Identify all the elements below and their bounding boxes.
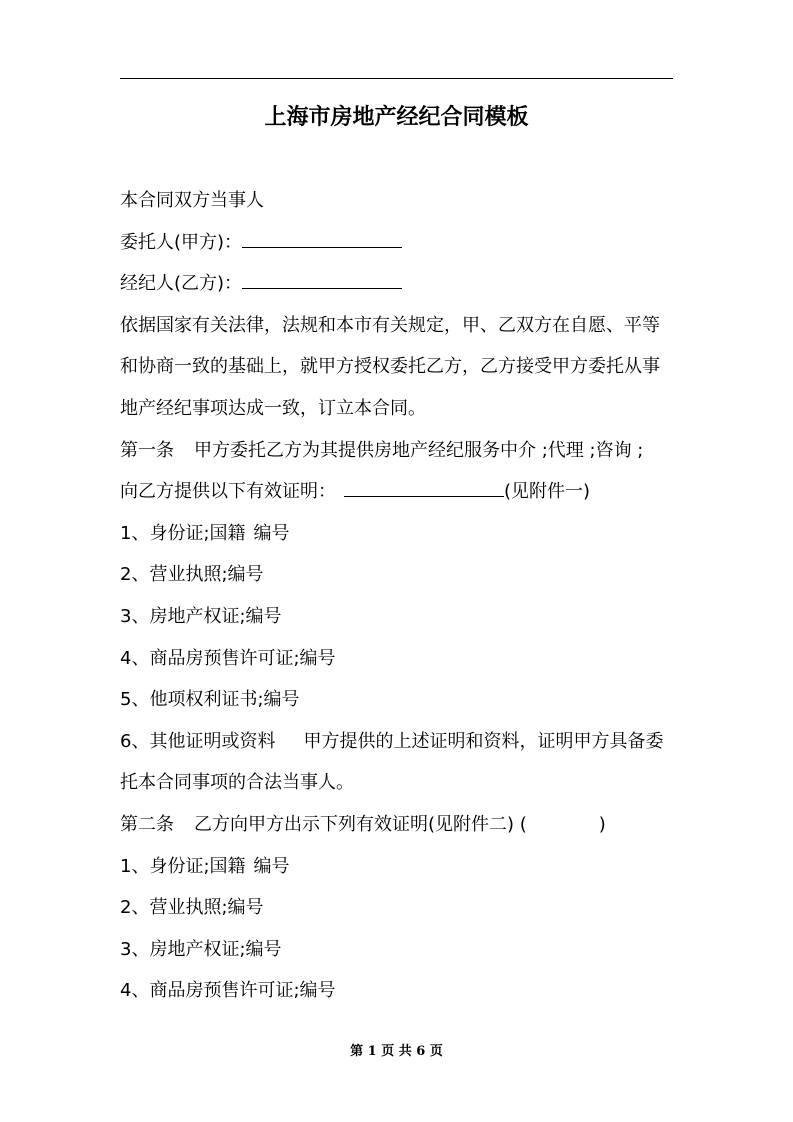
- page-number: 第 1 页 共 6 页: [350, 1044, 443, 1059]
- list-item: 3、房地产权证;编号: [120, 938, 282, 960]
- list-item: 2、营业执照;编号: [120, 897, 264, 919]
- list-item: 5、他项权利证书;编号: [120, 689, 300, 711]
- header-rule: [120, 78, 673, 79]
- text-line: 地产经纪事项达成一致，订立本合同。: [120, 397, 426, 419]
- article-heading: 第二条: [120, 813, 174, 835]
- text-line: 依据国家有关法律，法规和本市有关规定，甲、乙双方在自愿、平等: [120, 314, 660, 336]
- text-line: 本合同双方当事人: [120, 190, 264, 211]
- list-item: 6、其他证明或资料 甲方提供的上述证明和资料，证明甲方具备委: [120, 730, 664, 752]
- list-item: 4、商品房预售许可证;编号: [120, 647, 336, 669]
- blank-underline: [344, 474, 504, 497]
- text-line: 向乙方提供以下有效证明： (见附件一): [120, 471, 676, 513]
- document-title: 上海市房地产经纪合同模板: [264, 105, 529, 130]
- list-item: 1、身份证;国籍 编号: [120, 855, 290, 877]
- list-item: 2、营业执照;编号: [120, 564, 264, 586]
- list-item: 1、身份证;国籍 编号: [120, 522, 290, 544]
- list-item: 3、房地产权证;编号: [120, 605, 282, 627]
- article-one-line: 第一条 甲方委托乙方为其提供房地产经纪服务中介 ;代理 ;咨询 ;: [120, 439, 644, 461]
- blank-underline: [242, 266, 402, 289]
- blank-underline: [242, 225, 402, 248]
- text-line: 和协商一致的基础上，就甲方授权委托乙方，乙方接受甲方委托从事: [120, 356, 660, 378]
- document-body: [120, 180, 676, 1012]
- article-two-line: 第二条 乙方向甲方出示下列有效证明(见附件二) ( ): [120, 813, 606, 835]
- principal-line: 委托人(甲方)：: [120, 222, 676, 264]
- list-item: 4、商品房预售许可证;编号: [120, 980, 336, 1002]
- text-line: 托本合同事项的合法当事人。: [120, 772, 354, 794]
- agent-line: 经纪人(乙方)：: [120, 263, 676, 305]
- article-heading: 第一条: [120, 439, 174, 461]
